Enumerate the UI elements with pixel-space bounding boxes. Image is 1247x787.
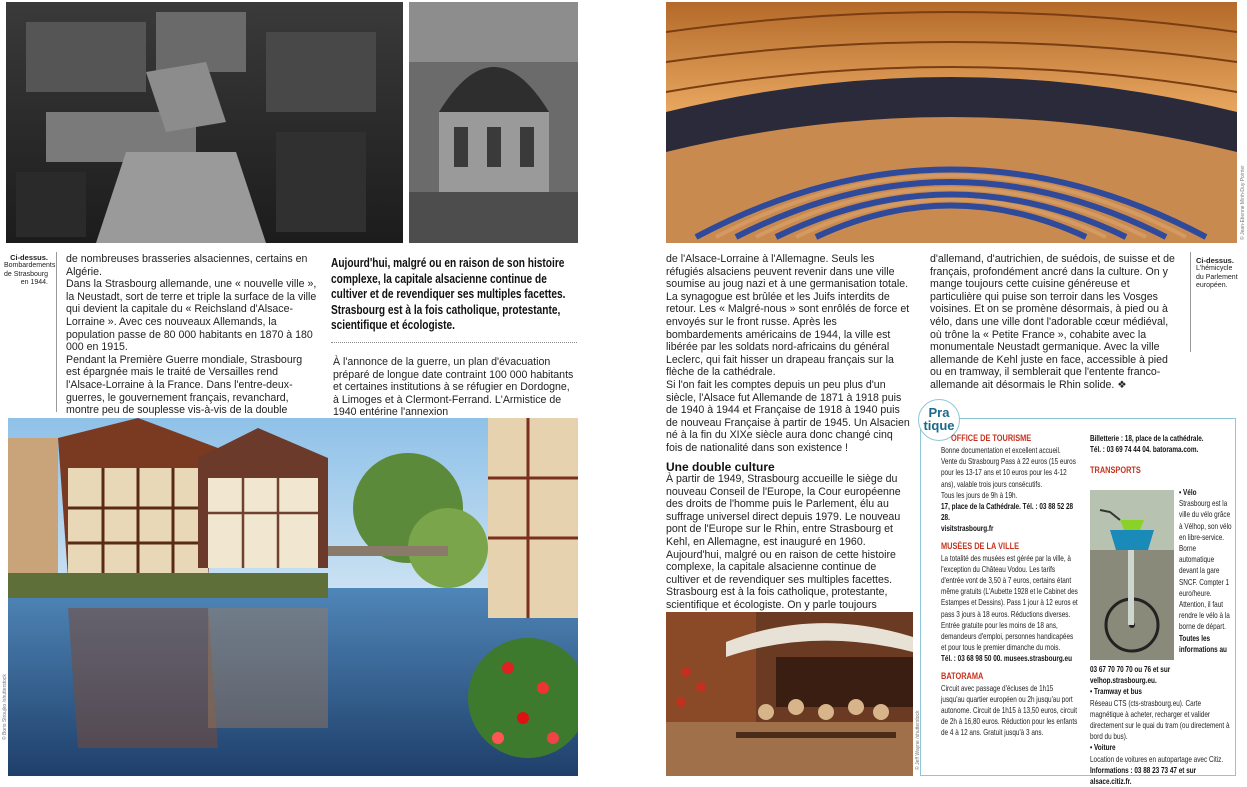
section-subheading: Une double culture — [666, 459, 775, 474]
paragraph: À l'annonce de la guerre, un plan d'évacuation préparé de longue date contraint 100 000 habitants et certaines institutions à se réfugier en Dordogne, à Limoges et à Clermont-Ferrand. L'Armistice de 1940 entérine l'annexion — [333, 356, 574, 419]
velo-contact[interactable]: 03 67 70 70 70 ou 76 et sur velhop.strasbourg.eu. — [1090, 665, 1171, 686]
ruined-dome-photo — [409, 2, 578, 243]
voiture-title: • Voiture — [1090, 743, 1116, 753]
pratique-column-2 — [1090, 433, 1230, 475]
photo-credit: © Jean-Etienne Minh-Duy Poirrier — [1240, 165, 1246, 240]
transports-velo — [1179, 487, 1233, 655]
caption-text: L'hémicycle du Parlement européen. — [1196, 265, 1238, 290]
musees-text — [941, 553, 1078, 665]
pullquote-rule — [331, 342, 577, 343]
office-line: Tous les jours de 9h à 19h. — [941, 490, 1018, 500]
photo-credit: © Jeff Wayne /shutterstock — [915, 710, 921, 770]
pullquote-text: Aujourd'hui, malgré ou en raison de son histoire complexe, la capitale alsacienne continue de cultiver et de revendiquer ses multiples facettes. Strasbourg est à la fois catholique, protestante, scientifique et écologiste. — [331, 255, 566, 332]
batorama-heading: BATORAMA — [941, 670, 984, 681]
paragraph: Pendant la Première Guerre mondiale, Strasbourg est épargnée mais le traité de Versailles rend l'Alsace-Lorraine à la France. Dans l'entre-deux-guerres, le gouvernement français, revanchard, montre peu de souplesse vis-à-vis de la double — [66, 353, 303, 417]
pratique-column-1 — [941, 433, 1081, 739]
article-column-3 — [666, 253, 911, 624]
pratique-badge-line1: Pra — [928, 405, 950, 420]
caption-title: Ci-dessus. — [1196, 256, 1234, 265]
caption-text: Bombardements de Strasbourg en 1944. — [4, 262, 56, 287]
end-mark: ❖ — [1117, 378, 1127, 391]
billetterie-contact[interactable]: Tél. : 03 69 74 44 04. batorama.com. — [1090, 445, 1199, 455]
voiture-text: Location de voitures en autopartage avec Citiz. — [1090, 754, 1224, 764]
voiture-contact[interactable]: Informations : 03 88 23 73 47 et sur alsace.citiz.fr. — [1090, 765, 1197, 787]
paragraph: Dans la Strasbourg allemande, une « nouvelle ville », la Neustadt, sort de terre et triple la surface de la ville qui devient la capitale du « Reichsland d'Alsace-Lorraine ». Avec ces nouveaux Allemands, la population passe de 80 000 habitants en 1870 à 180 000 en 1915. — [66, 278, 317, 354]
office-address: 17, place de la Cathédrale. Tél. : 03 88 52 28 28. — [941, 502, 1074, 523]
photo-caption-bombing — [4, 253, 56, 288]
parliament-hemicycle-photo — [666, 2, 1237, 243]
billetterie-address: Billetterie : 18, place de la cathédrale. — [1090, 434, 1204, 443]
velo-title: • Vélo — [1179, 488, 1197, 497]
photo-caption-parliament — [1196, 257, 1238, 291]
column-divider — [56, 252, 57, 412]
office-heading: OFFICE DE TOURISME — [951, 433, 1032, 443]
photo-credit: © Boris Stroujko /shutterstock — [2, 674, 8, 740]
billetterie-text — [1090, 433, 1227, 455]
paragraph: Aujourd'hui, malgré ou en raison de cette histoire complexe, la capitale alsacienne continue de cultiver et de revendiquer ses multiples facettes. Strasbourg est à la fois catholique, protestante, scientifique et écologiste. On y parle toujours — [666, 548, 896, 612]
caption-title: Ci-dessus. — [10, 253, 48, 262]
transports-heading: TRANSPORTS — [1090, 465, 1141, 476]
column-divider — [1190, 252, 1191, 352]
transports-details — [1090, 664, 1230, 787]
paragraph-text: d'allemand, d'autrichien, de suédois, de suisse et de français, profondément ancré dans la culture. On y mange toujours cette cuisine généreuse et particulière qui puise son terroir dans les Vosges voisines. Et on se promène désormais, à pied ou à vélo, dans une ville dont l'adorable cœur médiéval, où trône la « Petite France », cohabite avec la monumentale Neustadt germanique. Avec la ville allemande de Kehl juste en face, accessible à pied ou en tramway, il semblerait que l'entente franco-allemande ait désormais le Rhin solide. — [930, 253, 1175, 391]
paragraph: de nombreuses brasseries alsaciennes, certains en Algérie. — [66, 253, 308, 278]
paragraph: de l'Alsace-Lorraine à l'Allemagne. Seuls les réfugiés alsaciens peuvent revenir dans une ville soumise au joug nazi et à une germanisation totale. La synagogue est brûlée et les Juifs interdits de retour. Les « Malgré-nous » sont enrôlés de force et envoyés sur le front russe. Après les bombardements américains de 1944, la ville est libérée par les soldats nord-africains du général Leclerc, qui fait hisser un drapeau français sur la flèche de la cathédrale. — [666, 253, 910, 379]
article-column-1 — [66, 253, 318, 442]
musees-contact[interactable]: Tél. : 03 68 98 50 00. musees.strasbourg.eu — [941, 654, 1072, 664]
article-column-4 — [930, 253, 1175, 392]
article-column-2 — [333, 356, 578, 419]
office-website[interactable]: visitstrasbourg.fr — [941, 524, 994, 534]
musees-description: La totalité des musées est gérée par la ville, à l'exception du Château Vodou. Les tarifs d'entrée vont de 3,50 à 7 euros, certains étant même gratuits (L'Aubette 1928 et le Cabinet des Estampes et Dessins). Pass 1 jour à 12 euros et pass 3 jours à 18 euros. Réductions diverses. Entrée gratuite pour les moins de 18 ans, demandeurs d'emploi, personnes handicapées et pour tous le premier dimanche du mois. — [941, 553, 1078, 653]
paragraph — [930, 253, 1175, 392]
musees-heading: MUSÉES DE LA VILLE — [941, 540, 1020, 551]
pratique-badge-line2: tique — [923, 418, 955, 433]
office-text — [941, 445, 1078, 535]
paragraph: Si l'on fait les comptes depuis un peu plus d'un siècle, l'Alsace fut Allemande de 1871 à 1918 puis de 1940 à 1944 et Française de 1918 à 1940 puis de nouveau Française à partir de 1945. Un Alsacien né à la fin du XIXe siècle aura donc changé cinq fois de nationalité dans son existence ! — [666, 378, 910, 454]
velo-text: Strasbourg est la ville du vélo grâce à Vélhop, son vélo en libre-service. Borne automatique devant la gare SNCF. Compter 1 euro/heure. Attention, il faut rendre le vélo à la borne de départ. — [1179, 499, 1232, 632]
cafe-terrace-photo — [666, 612, 913, 776]
petite-france-photo — [8, 418, 578, 776]
pullquote-block — [331, 255, 577, 341]
velhop-bike-photo — [1090, 490, 1174, 660]
tram-title: • Tramway et bus — [1090, 687, 1142, 697]
tram-text: Réseau CTS (cts-strasbourg.eu). Carte magnétique à acheter, recharger et valider directement sur le quai du tram (ou directement à bord du bus). — [1090, 698, 1230, 742]
paragraph: À partir de 1949, Strasbourg accueille le siège du nouveau Conseil de l'Europe, la Cour européenne des droits de l'homme puis le Parlement, élu au suffrage universel direct depuis 1979. Le nouveau pont de l'Europe sur le Rhin, entre Strasbourg et Kehl, en Allemagne, est inauguré en 1960. — [666, 473, 901, 549]
bombing-ruins-photo — [6, 2, 403, 243]
velo-info: Toutes les informations au — [1179, 633, 1227, 654]
batorama-text: Circuit avec passage d'écluses de 1h15 jusqu'au quartier européen ou 2h jusqu'au port autonome. Circuit de 1h15 à 13,50 euros, circuit de 2h à 16,80 euros. Réduction pour les enfants de 4 à 12 ans. Gratuit jusqu'à 3 ans. — [941, 683, 1078, 738]
office-line: Bonne documentation et excellent accueil. Vente du Strasbourg Pass à 22 euros (15 euros pour les 13-17 ans et 10 euros pour les 4-12 ans), valable trois jours consécutifs. — [941, 446, 1076, 489]
